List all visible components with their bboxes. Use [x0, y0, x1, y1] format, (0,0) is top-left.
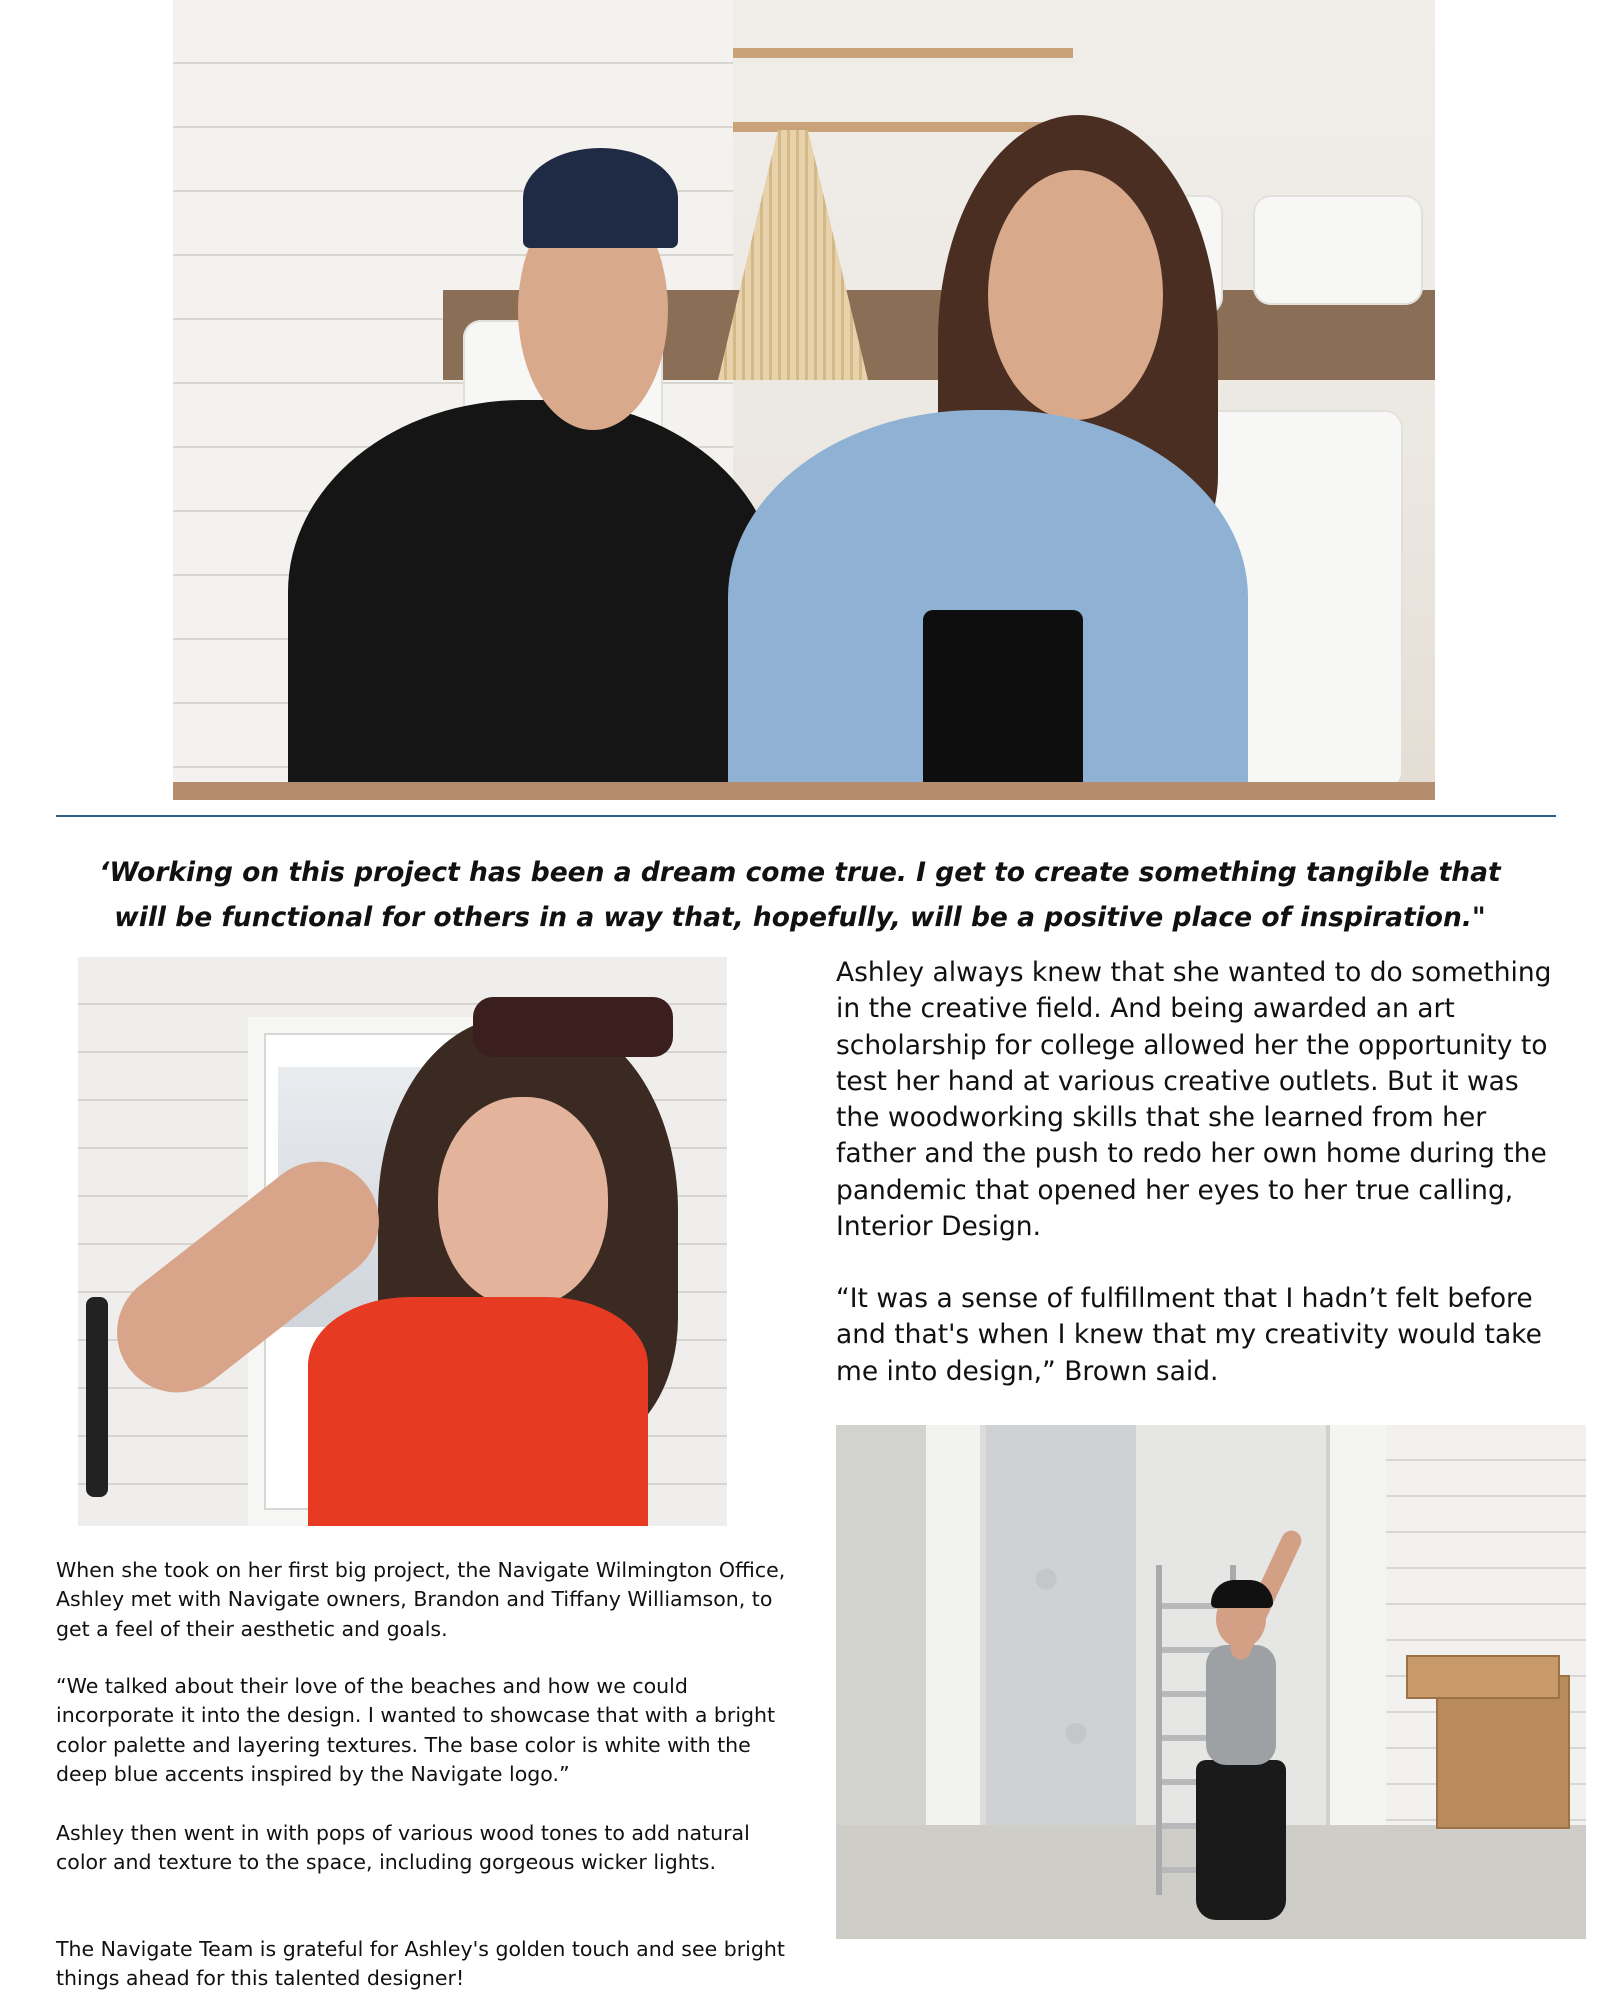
black-top — [923, 610, 1083, 800]
tabletop-edge — [173, 782, 1435, 800]
article-paragraph: Ashley always knew that she wanted to do something in the creative field. And being awarded an art scholarship for college allowed her the opportunity to test her hand at various creative outlets. But it was the woodworking skills that she learned from her father and the push to redo her own home during the pandemic that opened her eyes to her true calling, Interior Design. — [836, 957, 1552, 1243]
sunglasses — [473, 997, 673, 1057]
black-cap — [1211, 1580, 1273, 1608]
white-chair — [1253, 195, 1423, 305]
article-paragraph: When she took on her first big project, the Navigate Wilmington Office, Ashley met with Navigate owners, Brandon and Tiffany Williamson, to get a feel of their aesthetic and goals. — [56, 1558, 786, 1641]
designer-legs — [1196, 1760, 1286, 1920]
woman-face — [988, 170, 1163, 420]
wicker-lamp — [718, 130, 868, 380]
wall-shelf — [733, 48, 1073, 58]
article-paragraph: “We talked about their love of the beaches and how we could incorporate it into the design. I wanted to showcase that with a bright color palette and layering textures. The base color is white with the deep blue accents inspired by the Navigate logo.” — [56, 1674, 776, 1786]
site-photo-unfinished-office — [836, 1425, 1586, 1939]
marker-pen — [86, 1297, 108, 1497]
designer-torso — [1206, 1645, 1276, 1765]
man-black-tshirt — [288, 400, 778, 800]
cardboard-box — [1406, 1655, 1560, 1699]
article-paragraph: The Navigate Team is grateful for Ashley's golden touch and see bright things ahead for this talented designer! — [56, 1937, 785, 1991]
section-divider — [56, 815, 1556, 817]
pull-quote: ‘Working on this project has been a dream come true. I get to create something tangible that will be functional for others in a way that, hopefully, will be a positive place of inspiration." — [99, 857, 1501, 933]
article-paragraph: Ashley then went in with pops of various wood tones to add natural color and texture to the space, including gorgeous wicker lights. — [56, 1821, 750, 1875]
article-paragraph: “It was a sense of fulfillment that I hadn’t felt before and that's when I knew that my creativity would take me into design,” Brown said. — [836, 1283, 1542, 1387]
red-halter-top — [308, 1297, 648, 1526]
hero-photo-couple — [173, 0, 1435, 800]
navy-cap — [523, 148, 678, 248]
portrait-photo-designer-sketching — [78, 957, 727, 1526]
designer-face — [438, 1097, 608, 1307]
